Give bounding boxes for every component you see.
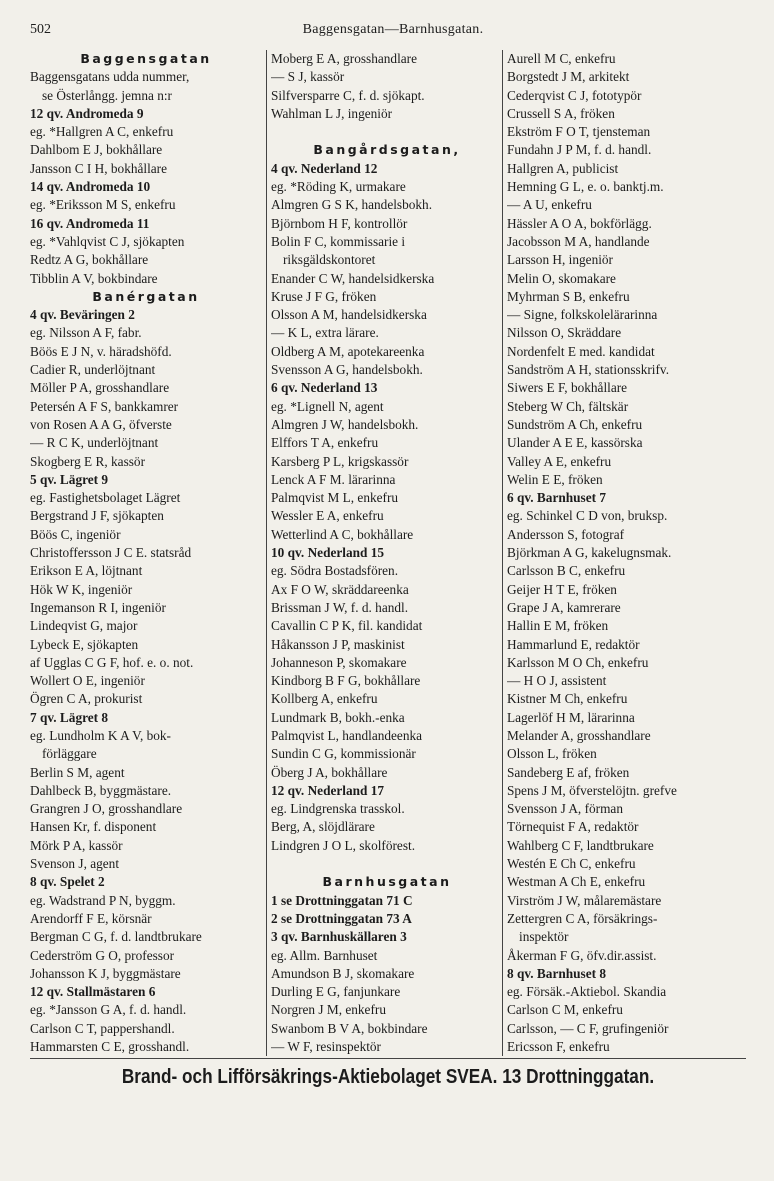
directory-entry: Kruse J F G, fröken [271,288,377,304]
directory-entry: Hallgren A, publicist [507,160,619,176]
directory-entry: Silfversparre C, f. d. sjökapt. [271,87,425,103]
directory-entry: Johansson K J, byggmästare [30,965,181,981]
directory-entry: Sandström A H, stationsskrifv. [507,362,670,378]
directory-entry: Petersén A F S, bankkamrer [30,398,179,414]
directory-entry: Cederström G O, professor [30,947,175,963]
directory-entry: Palmqvist M L, enkefru [271,490,399,506]
directory-entry: Cavallin C P K, fil. kandidat [271,618,423,634]
directory-entry: Carlsson B C, enkefru [507,563,626,579]
directory-entry: Hammarlund E, redaktör [507,636,640,652]
directory-entry: Cederqvist C J, fototypör [507,87,642,103]
directory-columns [30,50,746,1056]
directory-entry: Grangren J O, grosshandlare [30,801,183,817]
directory-entry: Jacobsson M A, handlande [507,233,650,249]
block-line: 8 qv. Spelet 2 [30,874,105,890]
directory-entry: eg. Försäk.-Aktiebol. Skandia [507,984,667,1000]
directory-entry: Lindgren J O L, skolförest. [271,837,416,853]
directory-entry: Carlsson, — C F, grufingeniör [507,1020,669,1036]
directory-entry: eg. Lindgrenska trasskol. [271,801,405,817]
directory-entry: Lindeqvist G, major [30,618,138,634]
directory-entry: Ögren C A, prokurist [30,691,143,707]
entry-continuation: riksgäldskontoret [283,252,376,268]
directory-entry: af Ugglas C G F, hof. e. o. not. [30,654,194,670]
directory-column-1 [30,50,262,1056]
directory-entry: eg. Wadstrand P N, byggm. [30,892,176,908]
directory-entry: Christoffersson J C E. statsråd [30,545,192,561]
directory-entry: Crussell S A, fröken [507,105,615,121]
directory-entry: Erikson E A, löjtnant [30,563,143,579]
directory-entry: eg. *Hallgren A C, enkefru [30,124,174,140]
directory-entry: eg. *Eriksson M S, enkefru [30,197,176,213]
directory-entry: Grape J A, kamrerare [507,599,621,615]
directory-entry: Larsson H, ingeniör [507,252,613,268]
directory-entry: Wessler E A, enkefru [271,508,384,524]
directory-entry: eg. Nilsson A F, fabr. [30,325,142,341]
entry-continuation: inspektör [519,929,569,945]
directory-entry: Brissman J W, f. d. handl. [271,599,409,615]
directory-entry: Myhrman S B, enkefru [507,288,630,304]
block-line: 7 qv. Lägret 8 [30,709,109,725]
directory-entry: eg. *Jansson G A, f. d. handl. [30,1002,187,1018]
directory-entry: Håkansson J P, maskinist [271,636,405,652]
directory-entry: Sundström A Ch, enkefru [507,416,643,432]
directory-entry: Karsberg P L, krigskassör [271,453,409,469]
directory-entry: Möller P A, grosshandlare [30,380,170,396]
block-line: 1 se Drottninggatan 71 C [271,892,413,908]
directory-entry: Spens J M, öfverstelöjtn. grefve [507,782,677,798]
directory-entry: Mörk P A, kassör [30,837,123,853]
directory-entry: Öberg J A, bokhållare [271,764,388,780]
directory-entry: Welin E E, fröken [507,471,603,487]
directory-entry: eg. Allm. Barnhuset [271,947,378,963]
directory-entry: Almgren J W, handelsbokh. [271,416,419,432]
directory-entry: Hallin E M, fröken [507,618,609,634]
directory-entry: Svenson J, agent [30,856,120,872]
directory-entry: Kistner M Ch, enkefru [507,691,628,707]
directory-entry: Åkerman F G, öfv.dir.assist. [507,947,657,963]
directory-entry: Björnbom H F, kontrollör [271,215,408,231]
directory-entry: Swanbom B V A, bokbindare [271,1020,428,1036]
directory-entry: Fundahn J P M, f. d. handl. [507,142,652,158]
footer-advert: Brand- och Lifförsäkrings-Aktiebolaget SVEA. 13 Drottninggatan. [121,1066,655,1088]
directory-entry: Andersson S, fotograf [507,526,625,542]
directory-entry: Böös C, ingeniör [30,526,121,542]
directory-entry: Arendorff F E, körsnär [30,910,152,926]
running-head: Baggensgatan—Barnhusgatan. [302,22,484,37]
directory-entry: von Rosen A A G, öfverste [30,416,172,432]
block-line: 4 qv. Nederland 12 [271,160,378,176]
directory-entry: Melander A, grosshandlare [507,727,651,743]
page-number: 502 [30,22,51,37]
directory-entry: Durling E G, fanjunkare [271,984,401,1000]
directory-entry: — W F, resinspektör [271,1039,381,1055]
directory-entry: Olsson L, fröken [507,746,597,762]
directory-entry: Lybeck E, sjökapten [30,636,139,652]
directory-entry: eg. Södra Bostadsfören. [271,563,399,579]
directory-entry: Ekström F O T, tjensteman [507,124,651,140]
block-line: 2 se Drottninggatan 73 A [271,910,412,926]
directory-entry: Westén E Ch C, enkefru [507,856,636,872]
directory-entry: Geijer H T E, fröken [507,581,617,597]
directory-entry: Hansen Kr, f. disponent [30,819,157,835]
spacer-line [271,123,503,141]
directory-entry: Enander C W, handelsidkerska [271,270,435,286]
directory-entry: eg. *Röding K, urmakare [271,179,406,195]
directory-entry: Sandeberg E af, fröken [507,764,630,780]
directory-column-3 [502,50,751,1056]
directory-entry: Ericsson F, enkefru [507,1039,610,1055]
directory-entry: Redtz A G, bokhållare [30,252,149,268]
directory-column-2 [266,50,503,1056]
footer-rule [30,1058,746,1059]
directory-entry: Hammarsten C E, grosshandl. [30,1039,190,1055]
directory-entry: Törnequist F A, redaktör [507,819,639,835]
directory-entry: Steberg W Ch, fältskär [507,398,629,414]
block-line: 8 qv. Barnhuset 8 [507,965,607,981]
directory-entry: Wollert O E, ingeniör [30,673,145,689]
directory-entry: Karlsson M O Ch, enkefru [507,654,649,670]
directory-entry: Elffors T A, enkefru [271,435,379,451]
directory-entry: Lenck A F M. lärarinna [271,471,396,487]
directory-entry: Ingemanson R I, ingeniör [30,599,166,615]
directory-entry: Kindborg B F G, bokhållare [271,673,421,689]
block-line: 6 qv. Barnhuset 7 [507,490,607,506]
directory-entry: Dahlbeck B, byggmästare. [30,782,172,798]
directory-entry: Oldberg A M, apotekareenka [271,343,425,359]
entry-continuation: förläggare [42,746,97,762]
directory-entry: Westman A Ch E, enkefru [507,874,646,890]
directory-entry: — H O J, assistent [507,673,607,689]
directory-entry: Melin O, skomakare [507,270,616,286]
directory-entry: Almgren G S K, handelsbokh. [271,197,433,213]
directory-entry: Bolin F C, kommissarie i [271,233,406,249]
directory-entry: Bergstrand J F, sjökapten [30,508,164,524]
block-line: 4 qv. Beväringen 2 [30,307,135,323]
directory-entry: Baggensgatans udda nummer, [30,69,190,85]
block-line: 12 qv. Stallmästaren 6 [30,984,156,1000]
street-heading: Bangårdsgatan, [313,142,461,158]
block-line: 12 qv. Andromeda 9 [30,105,144,121]
directory-entry: — S J, kassör [271,69,345,85]
directory-entry: Siwers E F, bokhållare [507,380,628,396]
directory-entry: Hök W K, ingeniör [30,581,133,597]
directory-entry: eg. *Vahlqvist C J, sjökapten [30,233,185,249]
directory-entry: Hemning G L, e. o. banktj.m. [507,179,664,195]
block-line: 5 qv. Lägret 9 [30,471,109,487]
directory-entry: Kollberg A, enkefru [271,691,378,707]
directory-entry: Svensson J A, förman [507,801,623,817]
directory-entry: Valley A E, enkefru [507,453,612,469]
spacer-line [271,855,503,873]
directory-entry: Wetterlind A C, bokhållare [271,526,414,542]
street-heading: Baggensgatan [80,51,212,66]
directory-entry: Böös E J N, v. häradshöfd. [30,343,172,359]
directory-entry: Virström J W, målaremästare [507,892,662,908]
directory-entry: eg. Lundholm K A V, bok- [30,727,171,743]
directory-entry: Björkman A G, kakelugnsmak. [507,545,672,561]
directory-entry: Hässler A O A, bokförlägg. [507,215,652,231]
directory-entry: Olsson A M, handelsidkerska [271,307,427,323]
directory-entry: Berlin S M, agent [30,764,125,780]
directory-entry: Moberg E A, grosshandlare [271,51,417,66]
directory-entry: Zettergren C A, försäkrings- [507,910,658,926]
directory-entry: Norgren J M, enkefru [271,1002,386,1018]
entry-continuation: se Österlångg. jemna n:r [42,87,172,103]
block-line: 10 qv. Nederland 15 [271,545,385,561]
directory-entry: Bergman C G, f. d. landtbrukare [30,929,202,945]
directory-entry: Skogberg E R, kassör [30,453,145,469]
street-heading: Barnhusgatan [322,874,452,890]
block-line: 12 qv. Nederland 17 [271,782,385,798]
directory-entry: — A U, enkefru [507,197,592,213]
directory-entry: Ulander A E E, kassörska [507,435,643,451]
directory-entry: — K L, extra lärare. [271,325,379,341]
directory-entry: Lagerlöf H M, lärarinna [507,709,635,725]
block-line: 3 qv. Barnhuskällaren 3 [271,929,407,945]
directory-entry: Wahlberg C F, landtbrukare [507,837,654,853]
directory-entry: Berg, A, slöjdlärare [271,819,375,835]
directory-entry: Cadier R, underlöjtnant [30,362,156,378]
directory-entry: Nordenfelt E med. kandidat [507,343,655,359]
directory-entry: Aurell M C, enkefru [507,51,616,66]
directory-entry: Ax F O W, skräddareenka [271,581,409,597]
directory-entry: Carlson C M, enkefru [507,1002,623,1018]
directory-entry: Tibblin A V, bokbindare [30,270,158,286]
directory-entry: Carlson C T, pappershandl. [30,1020,175,1036]
directory-entry: Palmqvist L, handlandeenka [271,727,423,743]
block-line: 14 qv. Andromeda 10 [30,179,151,195]
directory-entry: Nilsson O, Skräddare [507,325,622,341]
directory-entry: Sundin C G, kommissionär [271,746,416,762]
directory-entry: Lundmark B, bokh.-enka [271,709,405,725]
block-line: 6 qv. Nederland 13 [271,380,378,396]
directory-entry: eg. Fastighetsbolaget Lägret [30,490,181,506]
directory-entry: Johanneson P, skomakare [271,654,407,670]
directory-entry: Borgstedt J M, arkitekt [507,69,630,85]
directory-entry: Jansson C I H, bokhållare [30,160,168,176]
directory-entry: Dahlbom E J, bokhållare [30,142,163,158]
directory-entry: Wahlman L J, ingeniör [271,105,393,121]
directory-entry: — Signe, folkskolelärarinna [507,307,658,323]
directory-entry: eg. *Lignell N, agent [271,398,384,414]
directory-entry: Amundson B J, skomakare [271,965,415,981]
block-line: 16 qv. Andromeda 11 [30,215,150,231]
directory-entry: — R C K, underlöjtnant [30,435,159,451]
directory-entry: eg. Schinkel C D von, bruksp. [507,508,668,524]
page-header [0,14,774,44]
street-heading: Banérgatan [92,288,200,304]
directory-entry: Svensson A G, handelsbokh. [271,362,423,378]
